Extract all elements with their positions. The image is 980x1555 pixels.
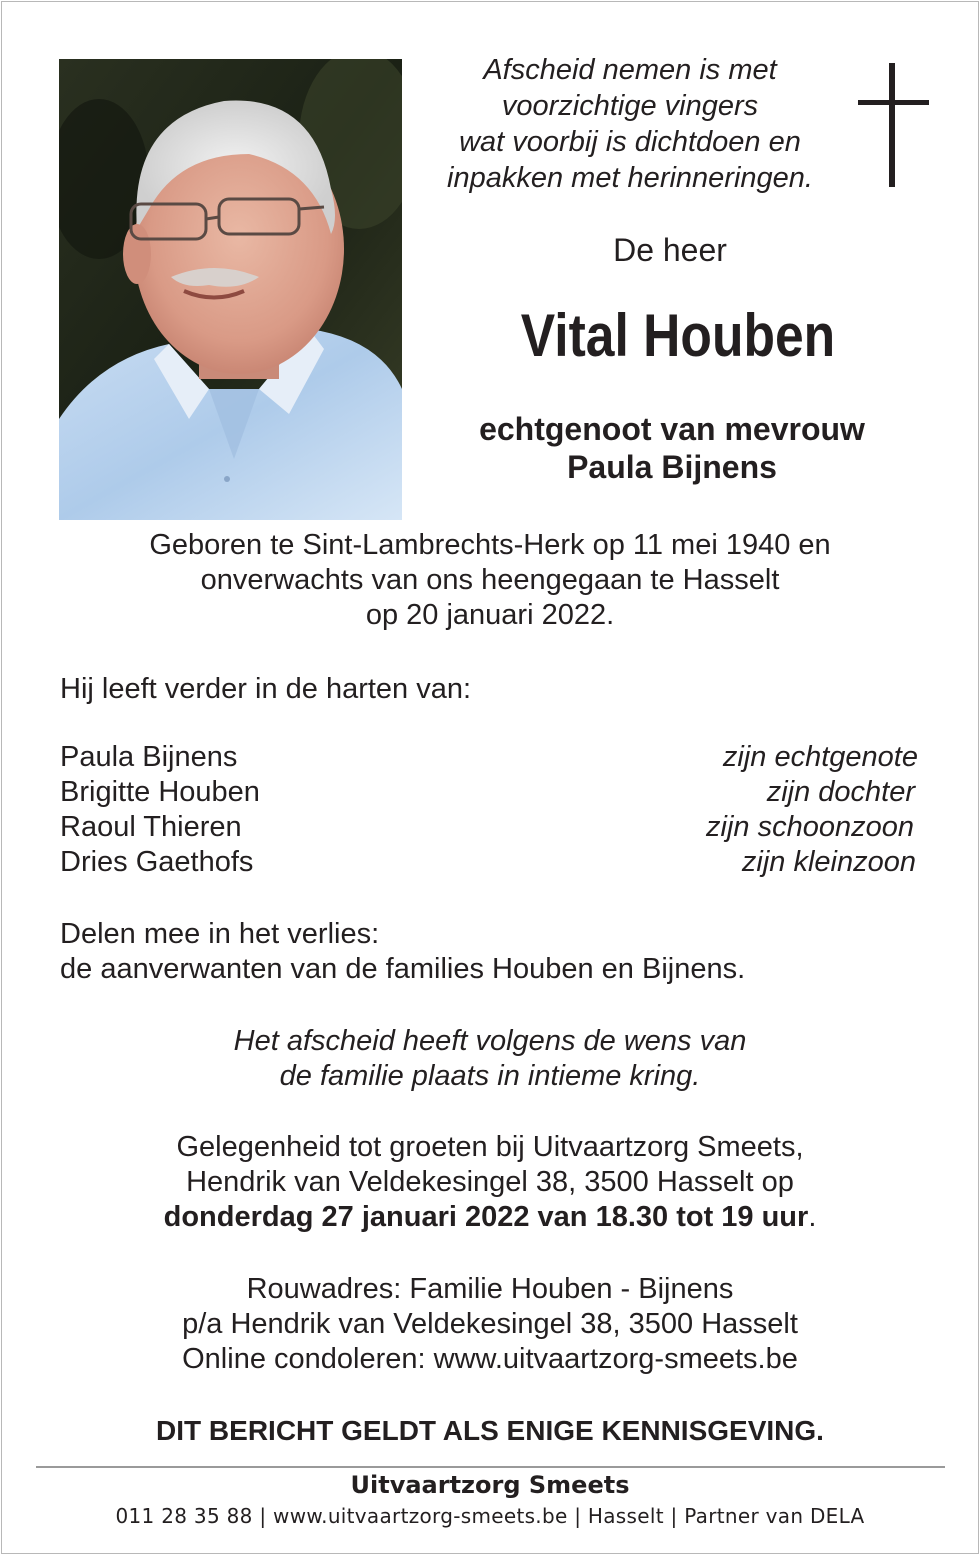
online-condolence: Online condoleren: www.uitvaartzorg-smeets.be [182, 1343, 798, 1375]
visitation-info [60, 1130, 920, 1235]
survivor-row [60, 845, 918, 880]
cross-icon [889, 63, 895, 187]
poem-line: Afscheid nemen is met [483, 54, 777, 86]
portrait-photo [59, 59, 402, 520]
survivor-relation: zijn kleinzoon [741, 846, 916, 878]
address-line: Rouwadres: Familie Houben - Bijnens [246, 1273, 734, 1305]
poem-line: voorzichtige vingers [501, 90, 759, 122]
survivor-row [60, 810, 918, 845]
ceremony-note [60, 1024, 920, 1094]
deceased-name: Vital Houben [520, 302, 836, 369]
survivor-relation: zijn echtgenote [722, 741, 918, 773]
ceremony-line: Het afscheid heeft volgens de wens van [233, 1025, 747, 1057]
funeral-home-name: Uitvaartzorg Smeets [350, 1471, 630, 1499]
official-notice: DIT BERICHT GELDT ALS ENIGE KENNISGEVING. [156, 1415, 824, 1446]
share-line: de aanverwanten van de families Houben en Bijnens. [60, 953, 746, 985]
survivor-name: Dries Gaethofs [60, 846, 254, 878]
survivors-intro: Hij leeft verder in de harten van: [60, 673, 472, 705]
survivor-row [60, 775, 918, 810]
visit-date-period: . [808, 1201, 817, 1233]
survivor-name: Paula Bijnens [60, 741, 238, 773]
footer-divider [36, 1466, 945, 1468]
spouse-info [420, 410, 924, 486]
survivor-row [60, 740, 918, 775]
share-in-loss [60, 917, 920, 987]
funeral-home-contact: 011 28 35 88 | www.uitvaartzorg-smeets.be | Hasselt | Partner van DELA [115, 1504, 865, 1528]
born-line: op 20 januari 2022. [365, 599, 615, 631]
ceremony-line: de familie plaats in intieme kring. [279, 1060, 701, 1092]
visit-line: Gelegenheid tot groeten bij Uitvaartzorg Smeets, [176, 1131, 804, 1163]
born-line: Geboren te Sint-Lambrechts-Herk op 11 mei 1940 en [149, 529, 831, 561]
spouse-line: echtgenoot van mevrouw [479, 411, 865, 447]
born-line: onverwachts van ons heengegaan te Hasselt [200, 564, 780, 596]
visit-line: Hendrik van Veldekesingel 38, 3500 Hasselt op [186, 1166, 794, 1198]
share-line: Delen mee in het verlies: [60, 918, 380, 950]
survivor-relation: zijn dochter [766, 776, 915, 808]
poem-line: wat voorbij is dichtdoen en [459, 126, 801, 158]
honorific: De heer [613, 232, 727, 268]
cross-icon-bar [858, 100, 929, 105]
portrait-illustration [59, 59, 402, 520]
poem [420, 52, 840, 196]
address-line: p/a Hendrik van Veldekesingel 38, 3500 Hasselt [182, 1308, 798, 1340]
poem-line: inpakken met herinneringen. [447, 162, 813, 194]
mourning-address [60, 1272, 920, 1377]
visit-date-line [60, 1200, 920, 1235]
spouse-name: Paula Bijnens [567, 449, 777, 485]
visit-date: donderdag 27 januari 2022 van 18.30 tot 19 uur [163, 1201, 809, 1233]
birth-death-info [60, 528, 920, 633]
survivor-relation: zijn schoonzoon [706, 811, 914, 843]
survivor-name: Raoul Thieren [60, 811, 242, 843]
survivor-name: Brigitte Houben [60, 776, 260, 808]
